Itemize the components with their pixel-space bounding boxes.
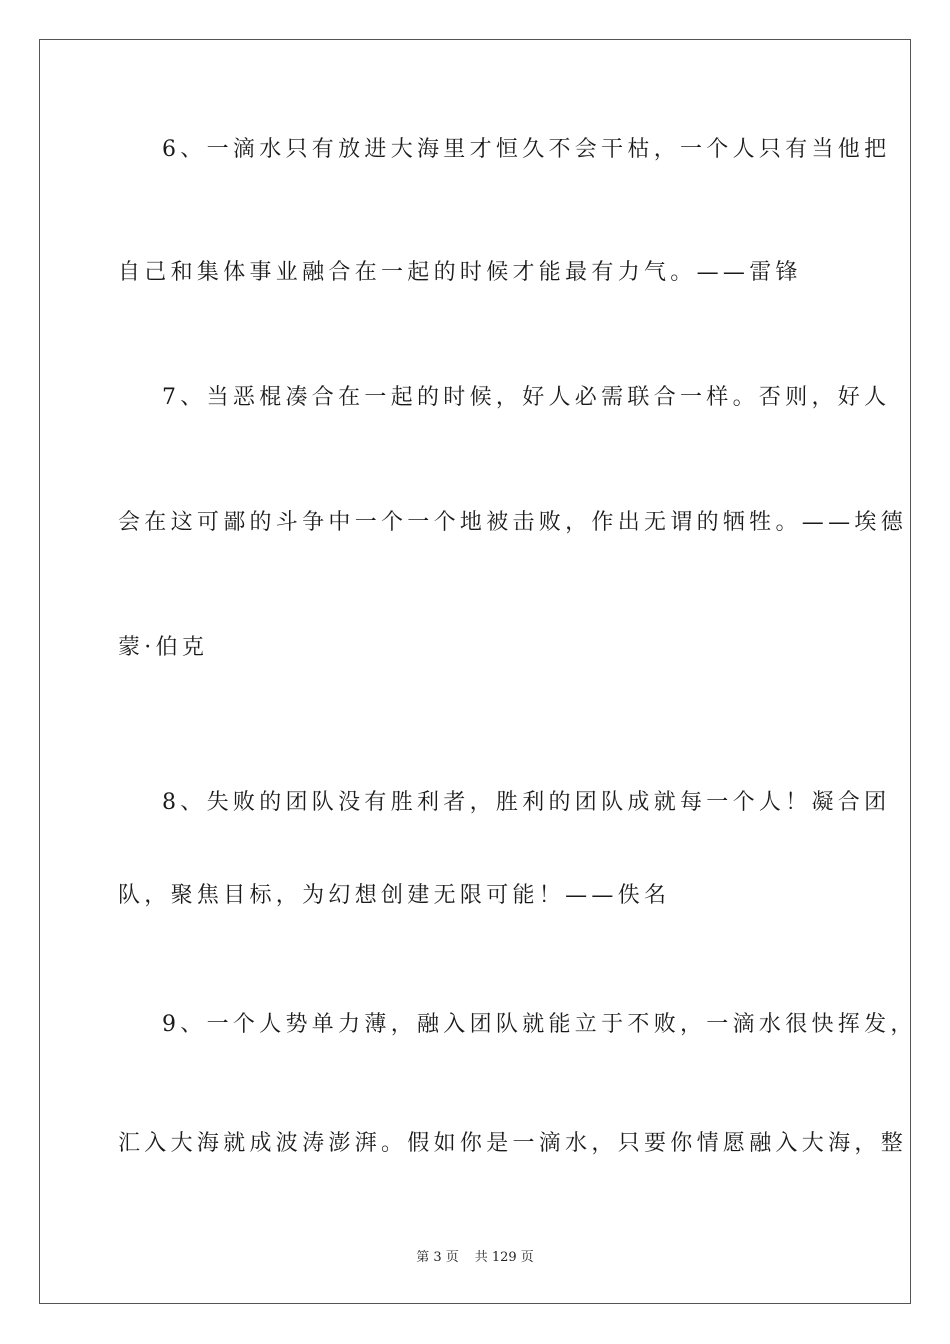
page-total: 共 129 页 xyxy=(474,1250,534,1265)
quote-6-line-1: 6、一滴水只有放进大海里才恒久不会干枯，一个人只有当他把 xyxy=(162,137,891,162)
quote-8-line-1: 8、失败的团队没有胜利者，胜利的团队成就每一个人！凝合团 xyxy=(162,790,891,815)
page-border xyxy=(39,39,911,1304)
quote-9-line-1: 9、一个人势单力薄，融入团队就能立于不败，一滴水很快挥发， xyxy=(162,1012,917,1037)
quote-7-line-3: 蒙·伯克 xyxy=(118,635,209,660)
page-number: 第 3 页 xyxy=(416,1250,459,1265)
quote-7-line-2: 会在这可鄙的斗争中一个一个地被击败，作出无谓的牺牲。——埃德 xyxy=(118,510,908,535)
page-footer xyxy=(0,1246,950,1265)
quote-9-line-2: 汇入大海就成波涛澎湃。假如你是一滴水，只要你情愿融入大海，整 xyxy=(118,1131,908,1156)
quote-6-line-2: 自己和集体事业融合在一起的时候才能最有力气。——雷锋 xyxy=(118,260,802,285)
quote-7-line-1: 7、当恶棍凑合在一起的时候，好人必需联合一样。否则，好人 xyxy=(162,385,891,410)
quote-8-line-2: 队，聚焦目标，为幻想创建无限可能！——佚名 xyxy=(118,883,671,908)
